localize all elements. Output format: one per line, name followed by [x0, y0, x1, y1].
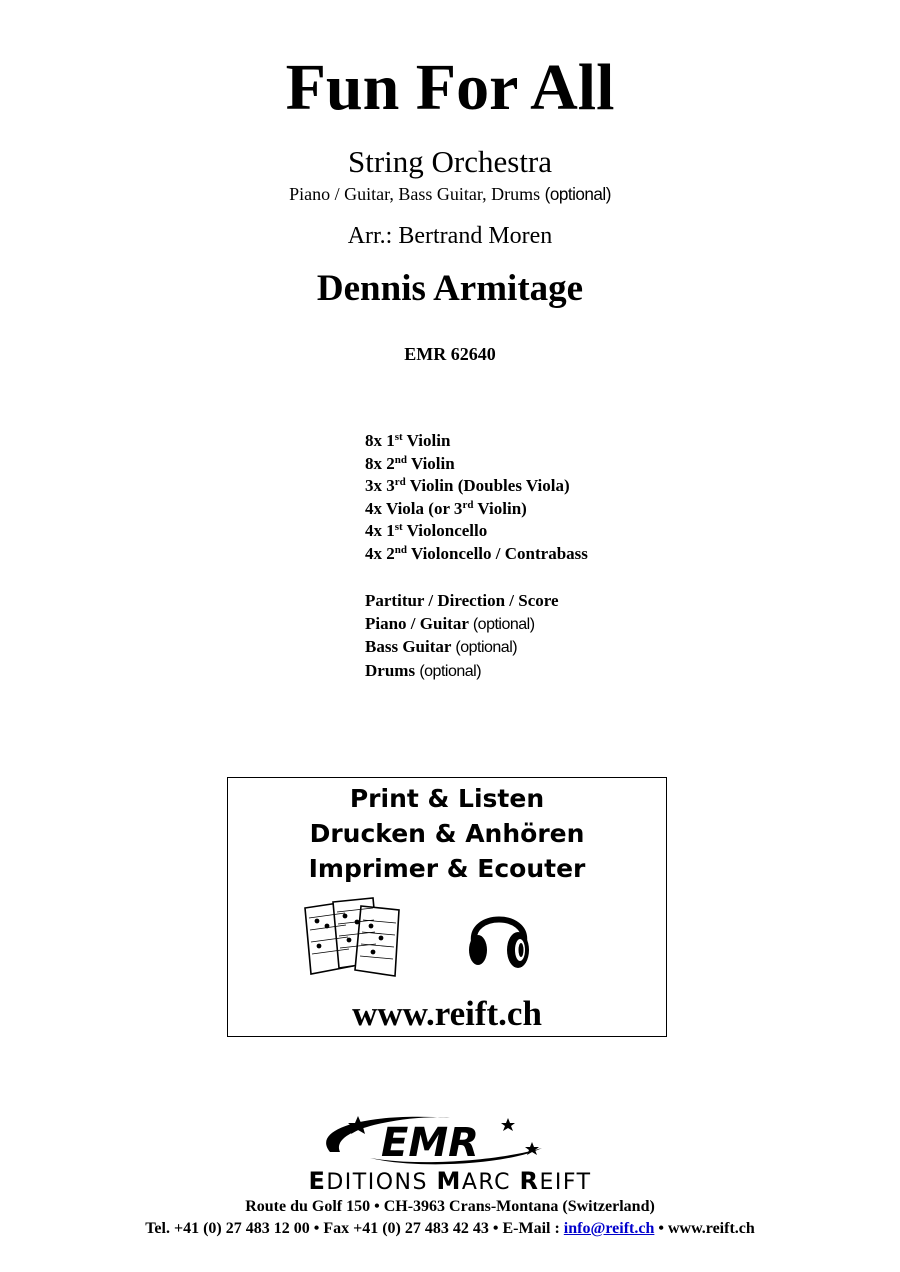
part-name: Violin (Doubles Viola): [405, 476, 570, 496]
extra-name: Piano / Guitar: [365, 613, 469, 633]
part-name: Violoncello: [402, 521, 488, 541]
part-ordinal: nd: [394, 543, 407, 556]
extra-optional: (optional): [472, 615, 535, 633]
extras-list: [365, 590, 559, 683]
extra-row: [365, 613, 559, 637]
publisher-eift: EIFT: [539, 1170, 592, 1195]
subtitle: String Orchestra: [347, 144, 553, 179]
part-count: 8x 2: [365, 453, 395, 473]
part-name: Violin: [402, 431, 451, 450]
parts-list: [365, 430, 588, 566]
promo-line-french: Imprimer & Ecouter: [308, 854, 586, 883]
part-ordinal: st: [394, 521, 403, 534]
instrumentation-main: Piano / Guitar, Bass Guitar, Drums: [289, 184, 541, 204]
part-name: Violoncello / Contrabass: [407, 543, 588, 563]
publisher-initial-r: R: [519, 1167, 540, 1195]
part-ordinal: rd: [394, 476, 406, 489]
promo-line-german: Drucken & Anhören: [309, 819, 585, 848]
publisher-initial-e: E: [308, 1167, 327, 1195]
part-row: [365, 430, 588, 453]
part-count: 8x 1: [365, 431, 395, 450]
part-count: 3x 3: [365, 476, 395, 496]
extra-row: [365, 590, 559, 613]
part-name: Violin): [473, 498, 527, 518]
publisher-name: [0, 1168, 900, 1196]
part-count: 4x 2: [365, 543, 395, 563]
promo-line-english: Print & Listen: [349, 784, 545, 813]
part-count: 4x 1: [365, 521, 395, 541]
extra-name: Drums: [365, 660, 416, 680]
part-ordinal: st: [394, 431, 403, 443]
contact-phone-fax: Tel. +41 (0) 27 483 12 00 • Fax +41 (0) 27 483 42 43 • E-Mail :: [145, 1220, 564, 1237]
publisher-contact: [0, 1219, 900, 1239]
part-row: [365, 498, 588, 521]
part-name: Violin: [407, 453, 455, 473]
part-ordinal: rd: [462, 498, 474, 511]
instrumentation-optional: (optional): [544, 185, 611, 204]
extra-optional: (optional): [419, 662, 482, 680]
document-title: Fun For All: [285, 51, 615, 124]
extra-optional: (optional): [455, 639, 518, 657]
part-row: [365, 543, 588, 566]
headphones-icon: [464, 898, 534, 974]
extra-name: Bass Guitar: [365, 637, 452, 657]
part-ordinal: nd: [394, 453, 407, 466]
promo-url: www.reift.ch: [352, 994, 542, 1033]
publisher-address: Route du Golf 150 • CH-3963 Crans-Montana (Switzerland): [245, 1198, 655, 1215]
emr-logo: [310, 1108, 550, 1170]
email-link[interactable]: info@reift.ch: [563, 1220, 655, 1237]
extra-row: [365, 636, 559, 660]
composer: Dennis Armitage: [316, 268, 584, 309]
print-listen-box: [227, 777, 667, 1037]
contact-website: • www.reift.ch: [654, 1220, 755, 1237]
instrumentation-line: [0, 183, 900, 206]
part-row: [365, 520, 588, 543]
publisher-initial-m: M: [436, 1167, 462, 1195]
part-count: 4x Viola (or 3: [365, 498, 463, 518]
sheet-music-icon: [301, 896, 411, 978]
arranger: Arr.: Bertrand Moren: [347, 223, 553, 249]
catalog-number: EMR 62640: [404, 344, 496, 364]
extra-name: Partitur / Direction / Score: [365, 591, 559, 610]
publisher-ditions: DITIONS: [326, 1170, 437, 1195]
publisher-arc: ARC: [461, 1170, 520, 1195]
extra-row: [365, 660, 559, 684]
part-row: [365, 453, 588, 476]
part-row: [365, 475, 588, 498]
emr-logo-text: EMR: [381, 1120, 479, 1166]
